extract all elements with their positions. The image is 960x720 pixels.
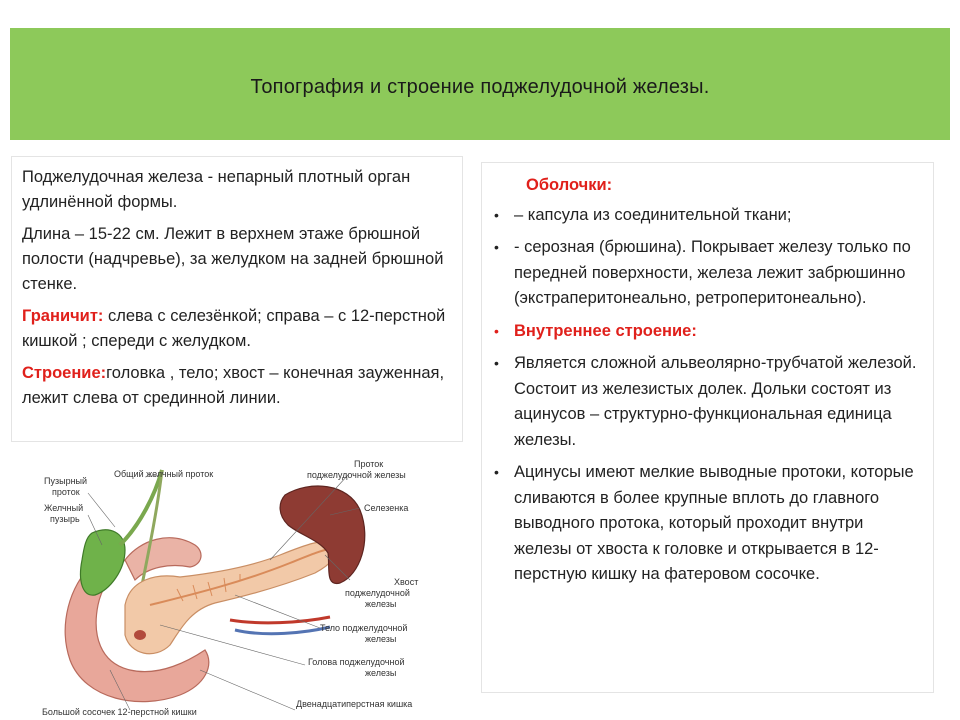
label-cystic-duct: Пузырный [44, 476, 88, 486]
inner-structure-heading: Внутреннее строение: [514, 321, 697, 340]
membrane-item [490, 203, 925, 229]
vessel-cross-section [134, 630, 146, 640]
structure-text: головка , тело; хвост – конечная зауженная, лежит слева от срединной линии. [22, 364, 445, 407]
bullet-icon: • [494, 322, 499, 339]
label-pancreatic-duct: поджелудочной железы [307, 470, 406, 480]
page-title: Топография и строение поджелудочной железы. [250, 76, 710, 98]
duodenum-upper [125, 538, 201, 580]
intro-paragraph: Поджелудочная железа - непарный плотный орган удлинённой формы. [22, 168, 411, 211]
label-head: железы [365, 668, 397, 678]
title-bar [10, 28, 950, 140]
label-head: Голова поджелудочной [308, 657, 405, 667]
label-spleen: Селезенка [364, 503, 409, 513]
membranes-heading: Оболочки: [526, 176, 613, 194]
pancreas-anatomy-illustration [30, 455, 430, 717]
bullet-icon: • [494, 464, 499, 480]
bullet-icon: • [494, 239, 499, 255]
inner-structure-heading-item [490, 319, 925, 345]
label-pancreatic-duct: Проток [354, 459, 384, 469]
structure-label: Строение: [22, 364, 107, 382]
structure-paragraph [22, 361, 452, 411]
inner-text: Является сложной альвеолярно-трубчатой железой. Состоит из железистых долек. Дольки состоят из ацинусов – структурно-функциональная единица железы. [514, 354, 917, 449]
label-tail: Хвост [394, 577, 419, 587]
bullet-icon: • [494, 355, 499, 371]
blood-vessel [235, 627, 330, 634]
label-body: Тело поджелудочной [320, 623, 408, 633]
gallbladder-shape [81, 530, 125, 595]
label-gallbladder: Желчный [44, 503, 84, 513]
membrane-text: - серозная (брюшина). Покрывает железу только по передней поверхности, железа лежит забрюшинно (экстраперитонеально, ретроперитонеально). [514, 238, 911, 307]
blood-vessel [230, 617, 330, 623]
label-common-bile-duct: Общий желчный проток [114, 469, 214, 479]
label-gallbladder: пузырь [50, 514, 80, 524]
borders-paragraph [22, 304, 452, 354]
label-tail: поджелудочной [345, 588, 410, 598]
label-cystic-duct: проток [52, 487, 80, 497]
label-body: железы [365, 634, 397, 644]
label-papilla: Большой сосочек 12-перстной кишки [42, 707, 197, 717]
bullet-icon: • [494, 206, 499, 223]
label-tail: железы [365, 599, 397, 609]
borders-text: слева с селезёнкой; справа – с 12-перстной кишкой ; спереди с желудком. [22, 307, 446, 350]
label-duodenum: Двенадцатиперстная кишка [296, 699, 413, 709]
membrane-item [490, 235, 925, 312]
borders-label: Граничит: [22, 307, 104, 325]
size-paragraph: Длина – 15-22 см. Лежит в верхнем этаже брюшной полости (надчревье), за желудком на задней брюшной стенке. [22, 225, 444, 293]
inner-item [490, 460, 925, 588]
details-textbox [481, 162, 934, 693]
inner-text: Ацинусы имеют мелкие выводные протоки, которые сливаются в более крупные вплоть до главного выводного протока, который проходит внутри железы от хвоста к головке и открывается в 12-перстную кишку на фатеровом сосочке. [514, 463, 914, 583]
inner-item [490, 351, 925, 453]
membrane-text: – капсула из соединительной ткани; [514, 205, 792, 224]
intro-textbox [11, 156, 463, 442]
